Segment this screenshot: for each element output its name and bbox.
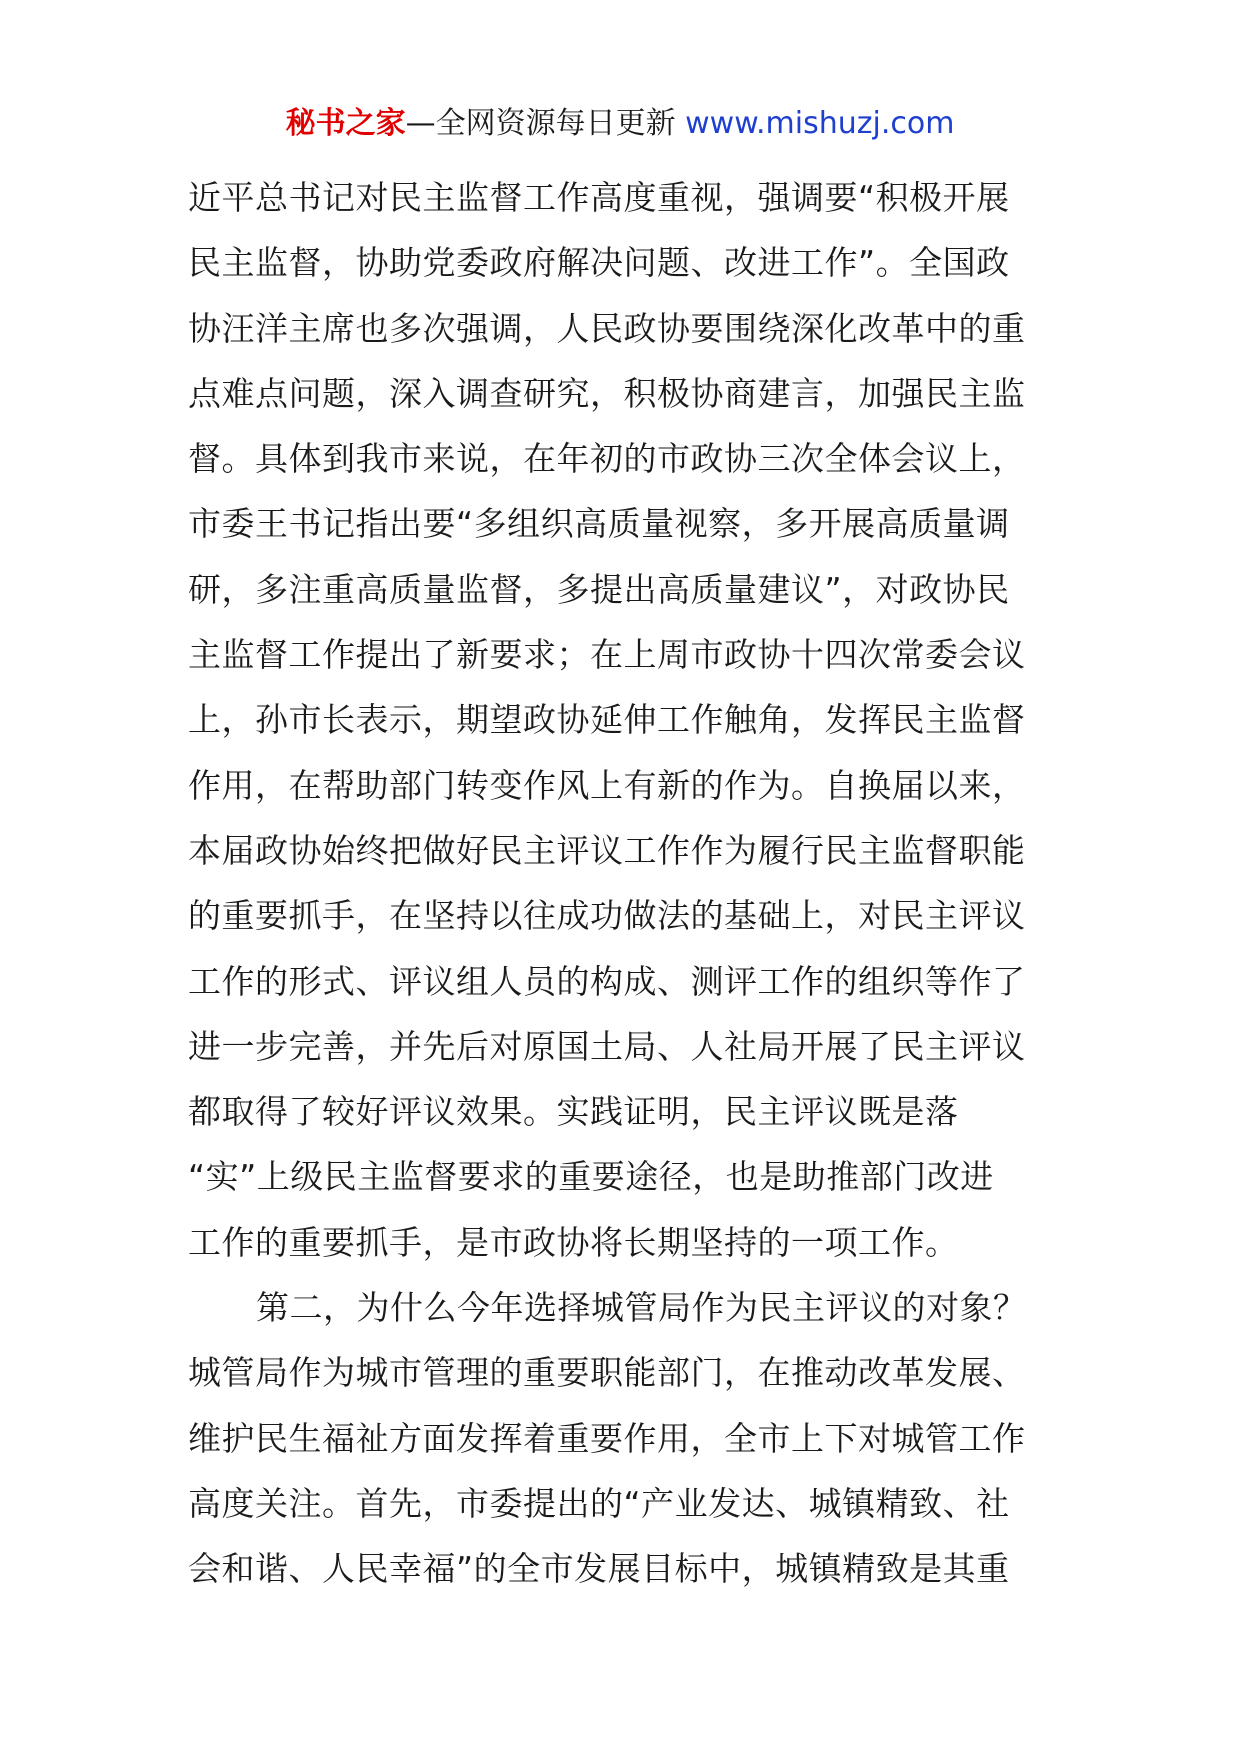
body-line: 市委王书记指出要“多组织高质量视察，多开展高质量调 <box>188 504 1010 544</box>
body-line: 督。具体到我市来说，在年初的市政协三次全体会议上， <box>188 439 1026 479</box>
site-brand: 秘书之家 <box>285 106 406 141</box>
body-line: 进一步完善，并先后对原国土局、人社局开展了民主评议 <box>188 1026 1026 1066</box>
body-line: 研，多注重高质量监督，多提出高质量建议”，对政协民 <box>188 569 1010 609</box>
body-line: 工作的形式、评议组人员的构成、测评工作的组织等作了 <box>188 961 1026 1001</box>
body-line: 本届政协始终把做好民主评议工作作为履行民主监督职能 <box>188 830 1026 870</box>
paragraph-start-line: 第二，为什么今年选择城管局作为民主评议的对象？ <box>256 1288 1027 1328</box>
body-line: 民主监督，协助党委政府解决问题、改进工作”。全国政 <box>188 243 1010 283</box>
document-body <box>188 165 1058 1602</box>
body-line: 协汪洋主席也多次强调，人民政协要围绕深化改革中的重 <box>188 308 1026 348</box>
body-line: 上，孙市长表示，期望政协延伸工作触角，发挥民主监督 <box>188 700 1026 740</box>
body-line: 作用，在帮助部门转变作风上有新的作为。自换届以来， <box>188 765 1026 805</box>
body-line: 工作的重要抓手，是市政协将长期坚持的一项工作。 <box>188 1222 959 1262</box>
page-header <box>0 102 1240 146</box>
site-url-link[interactable]: www.mishuzj.com <box>685 106 955 141</box>
site-tagline: —全网资源每日更新 <box>405 106 686 141</box>
body-line: 维护民生福祉方面发挥着重要作用，全市上下对城管工作 <box>188 1418 1026 1458</box>
body-line: 近平总书记对民主监督工作高度重视，强调要“积极开展 <box>188 178 1010 217</box>
body-line: 的重要抓手，在坚持以往成功做法的基础上，对民主评议 <box>188 896 1026 936</box>
body-line: 会和谐、人民幸福”的全市发展目标中，城镇精致是其重 <box>188 1549 1010 1589</box>
body-line: 都取得了较好评议效果。实践证明，民主评议既是落 <box>188 1092 959 1132</box>
body-line: 城管局作为城市管理的重要职能部门，在推动改革发展、 <box>188 1353 1026 1393</box>
body-line: 高度关注。首先，市委提出的“产业发达、城镇精致、社 <box>188 1483 1010 1523</box>
body-line: “实”上级民主监督要求的重要途径，也是助推部门改进 <box>188 1157 994 1197</box>
body-line: 主监督工作提出了新要求；在上周市政协十四次常委会议 <box>188 635 1026 675</box>
body-line: 点难点问题，深入调查研究，积极协商建言，加强民主监 <box>188 373 1026 413</box>
